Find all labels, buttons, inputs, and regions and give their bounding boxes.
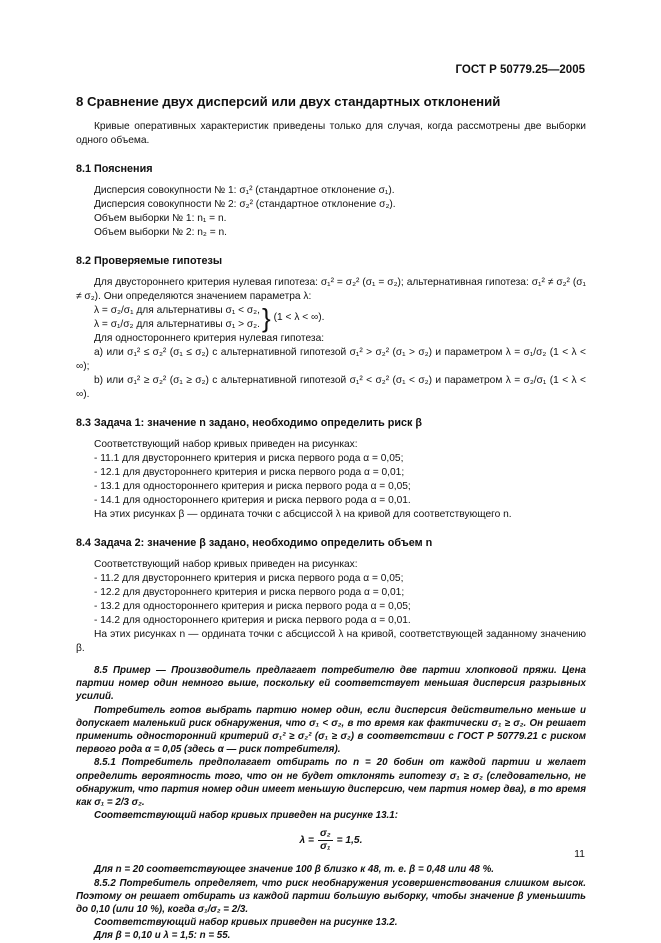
formula-numerator: σ₂ [320, 828, 331, 840]
example-paragraph-7: Соответствующий набор кривых приведен на рисунке 13.2. [94, 917, 398, 929]
example-paragraph-3: 8.5.1 Потребитель предполагает отбирать по n = 20 бобин от каждой партии и желает определить вероятность того, что он не будет отклонять гипотезу σ₁ ≥ σ₂ (следовательно, не обнаружит, что партия номер один имеет меньшую дисперсию, чем партия номер два), в то время как σ₁ = 2/3 σ₂. [76, 757, 586, 809]
example-paragraph-2: Потребитель готов выбрать партию номер один, если дисперсия действительно меньше и допускает маленький риск обнаружения, что σ₁ < σ₂, в то время как фактически σ₁ ≥ σ₂. Он решает применить односторонний критерий σ₁² ≥ σ₂² (σ₁ ≥ σ₂) в соответствии с ГОСТ Р 50779.21 с риском первого рода α = 0,05 (здесь α — риск потребителя). [76, 704, 586, 756]
page-number: 11 [574, 848, 585, 860]
subsection-8-1-title: 8.1 Пояснения [76, 163, 153, 175]
s83-item: - 13.1 для одностороннего критерия и риска первого рода α = 0,05; [94, 481, 411, 492]
example-paragraph-1: 8.5 Пример — Производитель предлагает потребителю две партии хлопковой пряжи. Цена партии номер один немного выше, поскольку ей соответствует меньшая дисперсия разрывных усилий. [76, 665, 586, 703]
lambda-range: (1 < λ < ∞). [273, 312, 325, 323]
s81-line-4: Объем выборки № 2: n₂ = n. [94, 227, 227, 238]
subsection-8-3-title: 8.3 Задача 1: значение n задано, необходимо определить риск β [76, 417, 422, 429]
s82-two-sided: Для двустороннего критерия нулевая гипотеза: σ₁² = σ₂² (σ₁ = σ₂); альтернативная гипотеза: σ₁² ≠ σ₂² (σ₁ ≠ σ₂). Они определяются значением параметра λ: [76, 277, 586, 302]
s83-item: - 11.1 для двустороннего критерия и риска первого рода α = 0,05; [94, 453, 404, 464]
s84-tail: На этих рисунках n — ордината точки с абсциссой λ на кривой, соответствующей заданному значению β. [76, 629, 586, 654]
intro-paragraph: Кривые оперативных характеристик приведены только для случая, когда рассмотрены две выборки одного объема. [76, 121, 586, 146]
s81-line-3: Объем выборки № 1: n₁ = n. [94, 213, 227, 224]
lambda-formula [76, 828, 586, 853]
s83-item: - 12.1 для двустороннего критерия и риска первого рода α = 0,01; [94, 467, 405, 478]
formula-rhs: = 1,5. [336, 834, 363, 846]
s83-lead: Соответствующий набор кривых приведен на рисунках: [94, 439, 358, 450]
s84-item: - 14.2 для одностороннего критерия и риска первого рода α = 0,01. [94, 615, 411, 626]
s84-item: - 13.2 для одностороннего критерия и риска первого рода α = 0,05; [94, 601, 411, 612]
s84-lead: Соответствующий набор кривых приведен на рисунках: [94, 559, 358, 570]
document-header: ГОСТ Р 50779.25—2005 [455, 64, 585, 76]
example-paragraph-6: 8.5.2 Потребитель определяет, что риск необнаружения усовершенствования слишком высок. Поэтому он решает отбирать из каждой партии большую выборку, чтобы значение β уменьшить до 0,10 (или 10 %), когда σ₁/σ₂ = 2/3. [76, 877, 586, 916]
example-paragraph-5: Для n = 20 соответствующее значение 100 β близко к 48, т. е. β = 0,48 или 48 %. [94, 864, 495, 876]
s83-tail: На этих рисунках β — ордината точки с абсциссой λ на кривой для соответствующего n. [94, 509, 512, 520]
brace-glyph: } [261, 303, 271, 333]
s81-line-1: Дисперсия совокупности № 1: σ₁² (стандартное отклонение σ₁). [94, 185, 395, 196]
lambda-line-1: λ = σ₂/σ₁ для альтернативы σ₁ < σ₂, [94, 305, 260, 316]
formula-fraction [318, 828, 333, 853]
s81-line-2: Дисперсия совокупности № 2: σ₂² (стандартное отклонение σ₂). [94, 199, 396, 210]
s82-case-b: b) или σ₁² ≥ σ₂² (σ₁ ≥ σ₂) с альтернативной гипотезой σ₁² < σ₂² (σ₁ < σ₂) и параметром λ = σ₂/σ₁ (1 < λ < ∞). [76, 375, 586, 400]
s83-item: - 14.1 для одностороннего критерия и риска первого рода α = 0,01. [94, 495, 411, 506]
s84-item: - 11.2 для двустороннего критерия и риска первого рода α = 0,05; [94, 573, 404, 584]
formula-denominator: σ₁ [320, 841, 331, 853]
subsection-8-2-title: 8.2 Проверяемые гипотезы [76, 255, 223, 267]
formula-lhs: λ = [299, 834, 314, 846]
example-paragraph-8: Для β = 0,10 и λ = 1,5: n = 55. [94, 930, 231, 942]
lambda-definition [76, 304, 586, 332]
s84-item: - 12.2 для двустороннего критерия и риска первого рода α = 0,01; [94, 587, 405, 598]
example-paragraph-4: Соответствующий набор кривых приведен на рисунке 13.1: [94, 810, 398, 822]
subsection-8-4-title: 8.4 Задача 2: значение β задано, необходимо определить объем n [76, 537, 433, 549]
document-body [76, 94, 586, 943]
lambda-line-2: λ = σ₁/σ₂ для альтернативы σ₁ > σ₂. [94, 319, 260, 330]
s82-one-sided: Для одностороннего критерия нулевая гипотеза: [94, 333, 325, 344]
section-title: 8 Сравнение двух дисперсий или двух стандартных отклонений [76, 94, 501, 109]
s82-case-a: а) или σ₁² ≤ σ₂² (σ₁ ≤ σ₂) с альтернативной гипотезой σ₁² > σ₂² (σ₁ > σ₂) и параметром λ = σ₁/σ₂ (1 < λ < ∞); [76, 347, 586, 372]
